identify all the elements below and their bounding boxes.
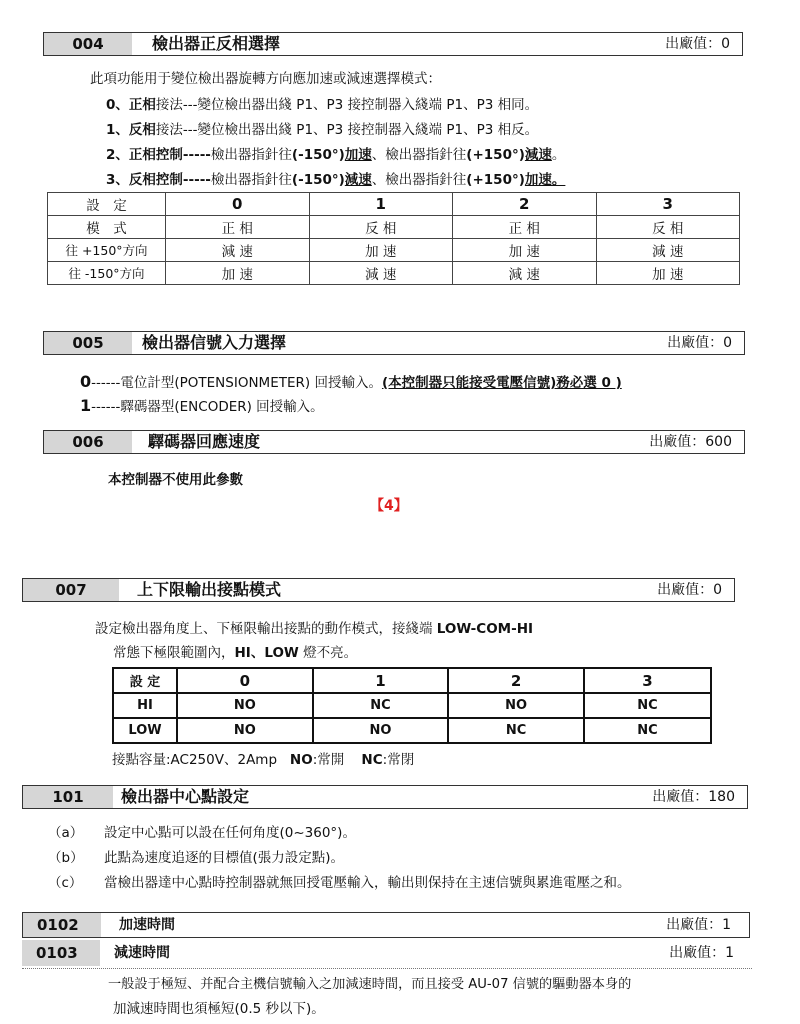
param-title: 上下限輸出接點模式 xyxy=(137,580,282,599)
list-item: （a） 設定中心點可以設在任何角度(0~360°)。 xyxy=(48,825,356,841)
table-cell: 加 速 xyxy=(166,262,310,285)
table-cell: NO xyxy=(177,718,313,743)
table-cell: NO xyxy=(313,718,449,743)
table-row xyxy=(113,693,711,718)
table-cell: 0 xyxy=(166,193,310,216)
table-cell: 減 速 xyxy=(166,239,310,262)
option-line-0: 0------電位計型(POTENSIONMETER) 回授輸入。(本控制器只能接受電壓信號)務必選 0 ) xyxy=(80,372,622,391)
table-cell: 加 速 xyxy=(453,239,597,262)
table-cell: 反 相 xyxy=(309,216,453,239)
table-row xyxy=(113,718,711,743)
table-cell: NC xyxy=(313,693,449,718)
table-cell: NO xyxy=(177,693,313,718)
table-cell: 1 xyxy=(309,193,453,216)
note: 本控制器不使用此參數 xyxy=(108,472,243,488)
table-row xyxy=(48,239,740,262)
list-item: （b） 此點為速度追逐的目標值(張力設定點)。 xyxy=(48,850,345,866)
table-cell: 減 速 xyxy=(596,239,740,262)
table-cell: 設 定 xyxy=(113,668,177,693)
table-cell: 2 xyxy=(453,193,597,216)
param-004-header xyxy=(43,32,743,56)
table-cell: HI xyxy=(113,693,177,718)
param-007-header xyxy=(22,578,735,602)
table-cell: 加 速 xyxy=(309,239,453,262)
table-header-row xyxy=(48,193,740,216)
table-cell: LOW xyxy=(113,718,177,743)
mode-line-3: 3、反相控制-----檢出器指針往(-150°)減速、檢出器指針往(+150°)加速。 xyxy=(106,172,566,188)
table-cell: 減 速 xyxy=(453,262,597,285)
table-cell: 往 -150°方向 xyxy=(48,262,166,285)
table-cell: 1 xyxy=(313,668,449,693)
param-code: 101 xyxy=(23,786,113,808)
table-cell: 往 +150°方向 xyxy=(48,239,166,262)
param-101-header xyxy=(22,785,748,809)
param-006-header xyxy=(43,430,745,454)
contact-capacity: 接點容量:AC250V、2Amp NO:常開 NC:常閉 xyxy=(112,752,415,768)
table-row xyxy=(48,216,740,239)
param-code: 007 xyxy=(23,579,119,601)
param-title: 檢出器中心點設定 xyxy=(121,787,250,806)
table-cell: 3 xyxy=(584,668,711,693)
table-cell: 加 速 xyxy=(596,262,740,285)
contact-table xyxy=(112,667,712,744)
param-code: 0103 xyxy=(22,940,100,966)
mode-table xyxy=(47,192,740,285)
factory-value: 出廠值：0 xyxy=(665,36,730,52)
description: 此項功能用于變位檢出器旋轉方向應加速或減速選擇模式： xyxy=(90,71,441,87)
table-cell: NC xyxy=(448,718,584,743)
table-cell: 3 xyxy=(596,193,740,216)
table-cell: 正 相 xyxy=(453,216,597,239)
param-code: 006 xyxy=(44,431,132,453)
param-code: 005 xyxy=(44,332,132,354)
mode-line-1: 1、反相接法---變位檢出器出綫 P1、P3 接控制器入綫端 P1、P3 相反。 xyxy=(106,122,539,138)
param-title: 檢出器信號入力選擇 xyxy=(142,333,287,352)
param-title: 檢出器正反相選擇 xyxy=(152,34,281,53)
table-cell: NC xyxy=(584,693,711,718)
param-005-header xyxy=(43,331,745,355)
factory-value: 出廠值：1 xyxy=(669,945,734,961)
page-number: 【4】 xyxy=(370,498,408,514)
option-line-1: 1------驛碼器型(ENCODER) 回授輸入。 xyxy=(80,396,324,415)
description-line-1: 設定檢出器角度上、下極限輸出接點的動作模式，接綫端 LOW-COM-HI xyxy=(95,621,534,637)
table-row xyxy=(48,262,740,285)
table-header-row xyxy=(113,668,711,693)
factory-value: 出廠值：1 xyxy=(666,917,731,933)
param-0103-header xyxy=(22,940,752,968)
table-cell: 正 相 xyxy=(166,216,310,239)
param-title: 減速時間 xyxy=(114,945,170,961)
factory-value: 出廠值：0 xyxy=(657,582,722,598)
table-cell: 減 速 xyxy=(309,262,453,285)
factory-value: 出廠值：600 xyxy=(649,434,732,450)
param-title: 加速時間 xyxy=(119,917,175,933)
param-title: 驛碼器回應速度 xyxy=(148,432,261,451)
list-item: （c） 當檢出器達中心點時控制器就無回授電壓輸入，輸出則保持在主速信號與累進電壓之和。 xyxy=(48,875,631,891)
table-cell: 0 xyxy=(177,668,313,693)
table-cell: NO xyxy=(448,693,584,718)
table-cell: 設 定 xyxy=(48,193,166,216)
table-cell: 模 式 xyxy=(48,216,166,239)
param-code: 004 xyxy=(44,33,132,55)
table-cell: 反 相 xyxy=(596,216,740,239)
paragraph-line-1: 一般設于極短、并配合主機信號輸入之加減速時間，而且接受 AU-07 信號的驅動器本身的 xyxy=(108,977,632,992)
param-code: 0102 xyxy=(23,913,101,937)
factory-value: 出廠值：0 xyxy=(667,335,732,351)
divider xyxy=(22,968,752,969)
paragraph-line-2: 加減速時間也須極短(0.5 秒以下)。 xyxy=(113,1001,325,1017)
mode-line-2: 2、正相控制-----檢出器指針往(-150°)加速、檢出器指針往(+150°)減速。 xyxy=(106,147,566,163)
table-cell: NC xyxy=(584,718,711,743)
table-cell: 2 xyxy=(448,668,584,693)
description-line-2: 常態下極限範圍內，HI、LOW 燈不亮。 xyxy=(113,645,358,661)
mode-line-0: 0、正相接法---變位檢出器出綫 P1、P3 接控制器入綫端 P1、P3 相同。 xyxy=(106,97,539,113)
factory-value: 出廠值：180 xyxy=(652,789,735,805)
param-0102-header xyxy=(22,912,750,938)
